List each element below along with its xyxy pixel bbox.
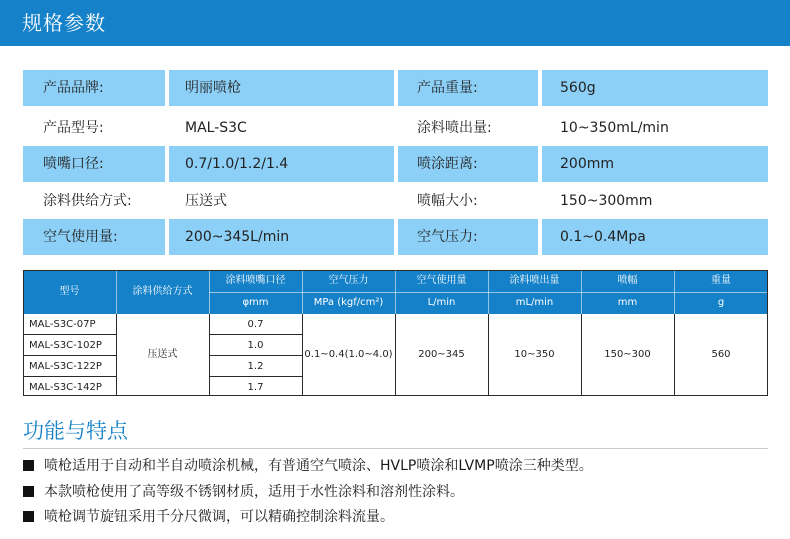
square-bullet-icon <box>23 460 34 471</box>
spec-label: 涂料喷出量: <box>417 120 492 136</box>
table-cell-model: MAL-S3C-102P <box>29 340 102 351</box>
spec-row <box>23 110 768 146</box>
header-banner <box>0 0 790 46</box>
table-cell-model: MAL-S3C-122P <box>29 361 102 372</box>
square-bullet-icon <box>23 511 34 522</box>
spec-row <box>23 146 768 182</box>
spec-value: 150~300mm <box>560 193 653 209</box>
table-cell-supply: 压送式 <box>147 349 178 360</box>
spec-label: 空气压力: <box>417 229 478 245</box>
feature-text: 喷枪适用于自动和半自动喷涂机械，有普通空气喷涂、HVLP喷涂和LVMP喷涂三种类型。 <box>44 458 593 474</box>
features-divider <box>23 448 768 449</box>
spec-value: 200mm <box>560 156 614 172</box>
table-cell-weight: 560 <box>711 349 731 360</box>
table-cell-air: 200~345 <box>418 349 465 360</box>
header-width: 喷幅 <box>617 275 638 286</box>
spec-divider <box>394 219 398 255</box>
feature-item <box>23 507 394 527</box>
table-cell-pressure: 0.1~0.4(1.0~4.0) <box>304 349 393 360</box>
spec-divider <box>394 70 398 106</box>
header-weight-unit: g <box>717 297 725 308</box>
spec-label: 产品品牌: <box>43 80 104 96</box>
features-title: 功能与特点 <box>23 419 128 443</box>
table-cell-nozzle: 1.2 <box>247 361 264 372</box>
feature-item <box>23 482 464 502</box>
header-flow-unit: mL/min <box>515 297 554 308</box>
spec-value: 0.7/1.0/1.2/1.4 <box>185 156 289 172</box>
spec-label: 产品重量: <box>417 80 478 96</box>
spec-value: 10~350mL/min <box>560 120 669 136</box>
table-cell-flow: 10~350 <box>514 349 555 360</box>
table-cell-nozzle: 1.7 <box>247 382 264 393</box>
header-model: 型号 <box>59 286 80 297</box>
spec-label: 产品型号: <box>43 120 104 136</box>
table-cell-nozzle: 0.7 <box>247 319 264 330</box>
header-nozzle-unit: φmm <box>242 297 269 308</box>
spec-label: 喷涂距离: <box>417 156 478 172</box>
spec-value: 560g <box>560 80 596 96</box>
spec-divider <box>538 219 542 255</box>
spec-value: 压送式 <box>185 193 227 209</box>
spec-value: MAL-S3C <box>185 120 247 136</box>
header-width-unit: mm <box>617 297 638 308</box>
spec-divider <box>165 70 169 106</box>
spec-label: 涂料供给方式: <box>43 193 132 209</box>
header-pressure-unit: MPa (kgf/cm²) <box>313 297 384 308</box>
table-cell-model: MAL-S3C-142P <box>29 382 102 393</box>
square-bullet-icon <box>23 486 34 497</box>
spec-row <box>23 70 768 106</box>
feature-text: 本款喷枪使用了高等级不锈钢材质，适用于水性涂料和溶剂性涂料。 <box>44 484 464 500</box>
header-supply: 涂料供给方式 <box>132 286 193 297</box>
spec-value: 200~345L/min <box>185 229 290 245</box>
header-nozzle: 涂料喷嘴口径 <box>225 275 286 286</box>
model-table <box>23 270 768 396</box>
spec-divider <box>538 70 542 106</box>
spec-label: 喷嘴口径: <box>43 156 104 172</box>
spec-value: 0.1~0.4Mpa <box>560 229 646 245</box>
spec-divider <box>165 219 169 255</box>
header-flow: 涂料喷出量 <box>509 275 560 286</box>
spec-divider <box>538 146 542 182</box>
spec-value: 明丽喷枪 <box>185 80 241 96</box>
feature-text: 喷枪调节旋钮采用千分尺微调，可以精确控制涂料流量。 <box>44 509 394 525</box>
page-title: 规格参数 <box>22 11 106 35</box>
spec-divider <box>165 146 169 182</box>
spec-row <box>23 219 768 255</box>
header-air: 空气使用量 <box>416 275 467 286</box>
table-cell-width: 150~300 <box>604 349 651 360</box>
spec-divider <box>394 146 398 182</box>
table-cell-nozzle: 1.0 <box>247 340 264 351</box>
table-cell-model: MAL-S3C-07P <box>29 319 96 330</box>
header-pressure: 空气压力 <box>328 275 369 286</box>
table-border <box>23 270 768 396</box>
feature-item <box>23 456 593 476</box>
spec-row <box>23 183 768 219</box>
header-air-unit: L/min <box>427 297 456 308</box>
header-weight: 重量 <box>711 275 731 286</box>
spec-label: 空气使用量: <box>43 229 118 245</box>
spec-label: 喷幅大小: <box>417 193 478 209</box>
